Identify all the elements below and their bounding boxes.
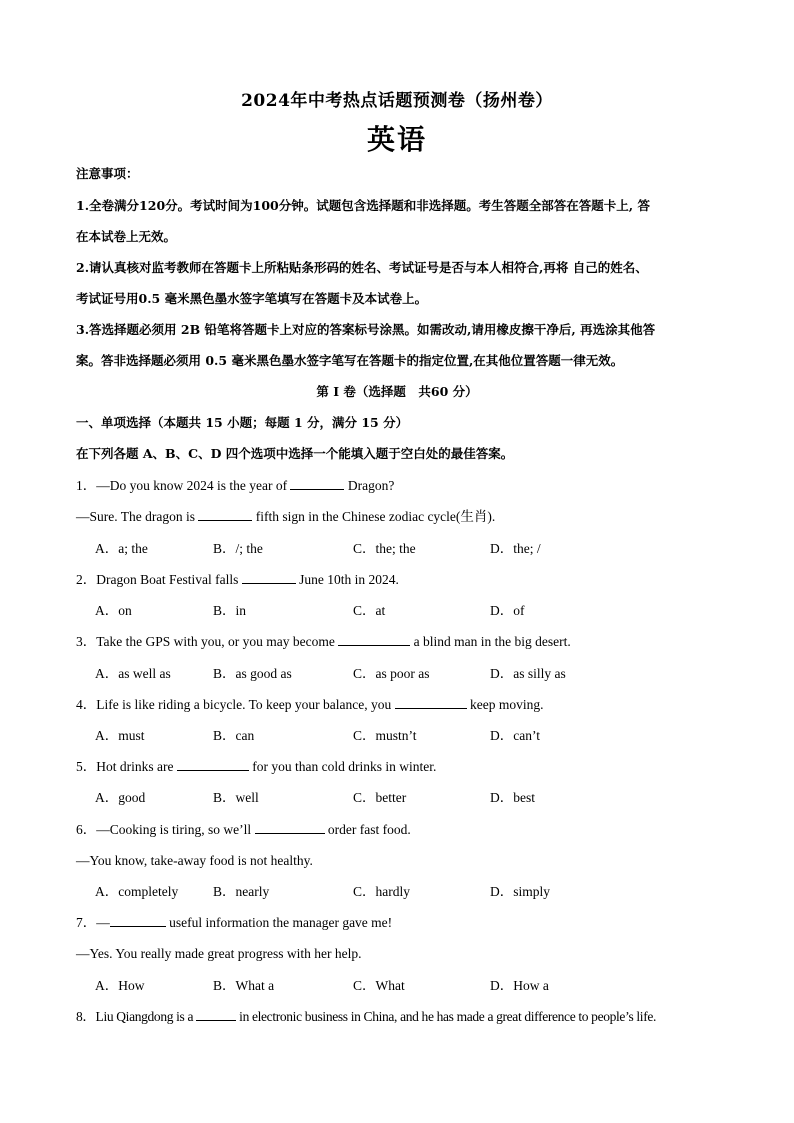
- option-c: C．What: [353, 978, 405, 993]
- question-2-stem: [76, 570, 726, 590]
- option-d: D．as silly as: [490, 666, 566, 681]
- subject-title: 英语: [366, 123, 427, 156]
- note-3-line-2: 案。答非选择题必须用 0.5 毫米黑色墨水签字笔写在答题卡的指定位置,在其他位置答题一律无效。: [76, 353, 624, 368]
- answer-blank: [338, 632, 410, 646]
- question-text: Dragon?: [344, 478, 395, 493]
- option-a: A．on: [95, 603, 132, 618]
- question-text: a blind man in the big desert.: [410, 634, 571, 649]
- note-2-line-1: 2.请认真核对监考教师在答题卡上所粘贴条形码的姓名、考试证号是否与本人相符合,再将 自己的姓名、: [76, 260, 648, 275]
- question-text: 2．Dragon Boat Festival falls: [76, 572, 242, 587]
- option-b: B．well: [213, 790, 259, 805]
- question-5-stem: [76, 757, 726, 777]
- answer-blank: [177, 757, 249, 771]
- exam-title: 2024年中考热点话题预测卷（扬州卷）: [241, 91, 553, 111]
- option-c: C．the; the: [353, 541, 416, 556]
- part-title: 第 I 卷（选择题 共60 分）: [316, 384, 478, 399]
- option-c: C．hardly: [353, 884, 410, 899]
- answer-blank: [290, 476, 344, 490]
- option-c: C．at: [353, 603, 386, 618]
- question-text: 3．Take the GPS with you, or you may become: [76, 634, 339, 649]
- option-d: D．the; /: [490, 541, 541, 556]
- answer-blank: [395, 695, 467, 709]
- question-text: keep moving.: [466, 697, 544, 712]
- option-d: D．can’t: [490, 728, 540, 743]
- option-d: D．How a: [490, 978, 549, 993]
- question-6-stem: [76, 820, 726, 840]
- option-b: B．What a: [213, 978, 275, 993]
- question-text: 4．Life is like riding a bicycle. To keep your balance, you: [76, 697, 395, 712]
- option-a: A．must: [95, 728, 145, 743]
- note-1-line-2: 在本试卷上无效。: [76, 229, 177, 244]
- question-text: 8．Liu Qiangdong is a: [76, 1009, 197, 1024]
- question-7-stem-2: —Yes. You really made great progress with her help.: [76, 946, 362, 961]
- option-a: A．How: [95, 978, 145, 993]
- question-text: —Sure. The dragon is: [76, 509, 199, 524]
- question-3-stem: [76, 632, 726, 652]
- question-7-stem: [76, 913, 726, 933]
- question-1-stem: [76, 476, 726, 496]
- question-text: fifth sign in the Chinese zodiac cycle(生肖).: [252, 509, 496, 524]
- question-text: in electronic business in China, and he has made a great difference to people’s life.: [236, 1009, 657, 1024]
- option-c: C．as poor as: [353, 666, 430, 681]
- option-d: D．of: [490, 603, 525, 618]
- question-text: 5．Hot drinks are: [76, 759, 177, 774]
- answer-blank: [242, 570, 296, 584]
- option-b: B．as good as: [213, 666, 292, 681]
- question-6-stem-2: —You know, take-away food is not healthy.: [76, 853, 313, 868]
- answer-blank: [196, 1007, 236, 1021]
- option-a: A．good: [95, 790, 146, 805]
- question-1-stem-2: [76, 507, 726, 527]
- option-a: A．a; the: [95, 541, 148, 556]
- answer-blank: [110, 913, 166, 927]
- question-text: order fast food.: [324, 822, 411, 837]
- question-text: 7．—: [76, 915, 110, 930]
- question-text: useful information the manager gave me!: [165, 915, 393, 930]
- option-c: C．better: [353, 790, 407, 805]
- option-a: A．as well as: [95, 666, 171, 681]
- notes-heading: 注意事项：: [76, 166, 139, 181]
- option-c: C．mustn’t: [353, 728, 417, 743]
- option-d: D．simply: [490, 884, 551, 899]
- question-text: 6．—Cooking is tiring, so we’ll: [76, 822, 255, 837]
- question-4-stem: [76, 695, 726, 715]
- note-1-line-1: 1.全卷满分120分。考试时间为100分钟。试题包含选择题和非选择题。考生答题全部答在答题卡上, 答: [76, 198, 650, 213]
- option-a: A．completely: [95, 884, 179, 899]
- section-instruction: 在下列各题 A、B、C、D 四个选项中选择一个能填入题于空白处的最佳答案。: [76, 446, 514, 461]
- option-b: B．/; the: [213, 541, 263, 556]
- note-3-line-1: 3.答选择题必须用 2B 铅笔将答题卡上对应的答案标号涂黑。如需改动,请用橡皮擦干净后, 再选涂其他答: [76, 322, 656, 337]
- question-8-stem: [76, 1007, 726, 1027]
- note-2-line-2: 考试证号用0.5 毫米黑色墨水签字笔填写在答题卡及本试卷上。: [76, 291, 428, 306]
- option-b: B．can: [213, 728, 255, 743]
- answer-blank: [198, 507, 252, 521]
- option-b: B．nearly: [213, 884, 270, 899]
- option-d: D．best: [490, 790, 535, 805]
- question-text: 1．—Do you know 2024 is the year of: [76, 478, 291, 493]
- question-text: June 10th in 2024.: [295, 572, 399, 587]
- section-heading: 一、单项选择（本题共 15 小题；每题 1 分，满分 15 分）: [76, 415, 409, 430]
- option-b: B．in: [213, 603, 247, 618]
- answer-blank: [255, 820, 325, 834]
- question-text: for you than cold drinks in winter.: [248, 759, 437, 774]
